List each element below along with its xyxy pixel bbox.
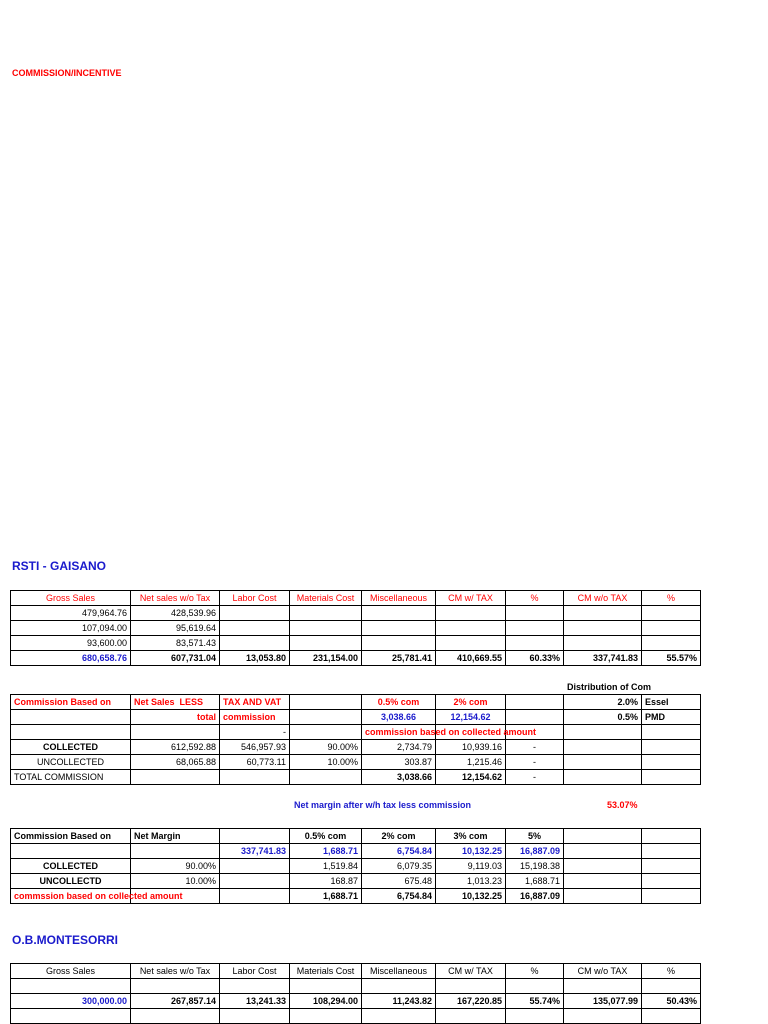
cell — [506, 621, 564, 636]
cell: 68,065.88 — [131, 755, 220, 770]
cell — [131, 979, 220, 994]
header-labor-cost: Labor Cost — [220, 591, 290, 606]
cell: 12,154.62 — [436, 770, 506, 785]
total-percent-2: 55.57% — [642, 651, 701, 666]
total-miscellaneous: 25,781.41 — [362, 651, 436, 666]
cell — [564, 979, 642, 994]
table-row — [11, 710, 701, 725]
cell: 93,600.00 — [11, 636, 131, 651]
cell — [362, 979, 436, 994]
table-row — [11, 695, 701, 710]
cell — [220, 979, 290, 994]
distribution-pct-pmd: 0.5% — [564, 710, 642, 725]
cell — [564, 770, 642, 785]
header-cm-with-tax: CM w/ TAX — [436, 964, 506, 979]
cell — [642, 636, 701, 651]
cell: 10.00% — [290, 755, 362, 770]
header-labor-cost: Labor Cost — [220, 964, 290, 979]
table-row — [11, 874, 701, 889]
cell: 16,887.09 — [506, 844, 564, 859]
total-cm-without-tax: 337,741.83 — [564, 651, 642, 666]
section-title-rsti: RSTI - GAISANO — [12, 559, 107, 573]
total-net-sales: 607,731.04 — [131, 651, 220, 666]
cell: 675.48 — [362, 874, 436, 889]
cell: - — [506, 740, 564, 755]
cell — [220, 874, 290, 889]
cell — [131, 844, 220, 859]
cell — [506, 710, 564, 725]
header-percent-2: % — [642, 591, 701, 606]
cell — [642, 606, 701, 621]
cell — [564, 621, 642, 636]
commission-net-margin-table — [10, 828, 701, 904]
row-label: COLLECTED — [11, 859, 131, 874]
montesorri-summary-table — [10, 963, 701, 1024]
header-percent: % — [506, 964, 564, 979]
total-labor-cost: 13,241.33 — [220, 994, 290, 1009]
table-row — [11, 979, 701, 994]
cell — [131, 725, 220, 740]
net-margin-note: Net margin after w/h tax less commission — [294, 800, 472, 810]
cell — [11, 979, 131, 994]
cell — [290, 1009, 362, 1024]
table-row — [11, 770, 701, 785]
total-labor-cost: 13,053.80 — [220, 651, 290, 666]
cell — [642, 725, 701, 740]
cell — [436, 979, 506, 994]
table-row — [11, 606, 701, 621]
cell — [564, 725, 642, 740]
tax-and-vat-label: TAX AND VAT — [220, 695, 290, 710]
cell: 612,592.88 — [131, 740, 220, 755]
rsti-summary-table — [10, 590, 701, 666]
distribution-label: Distribution of Com — [567, 682, 651, 692]
total-label: commssion based on collected amount — [14, 891, 183, 901]
section-title-montesorri: O.B.MONTESORRI — [12, 933, 119, 947]
table-header-row — [11, 964, 701, 979]
table-row — [11, 740, 701, 755]
table-row — [11, 755, 701, 770]
cell — [436, 606, 506, 621]
header-net-sales: Net sales w/o Tax — [131, 591, 220, 606]
total-row — [11, 889, 701, 904]
table-header-row — [11, 829, 701, 844]
cell — [362, 621, 436, 636]
cell — [564, 829, 642, 844]
cell: 1,688.71 — [290, 844, 362, 859]
table-row — [11, 844, 701, 859]
cell: 168.87 — [290, 874, 362, 889]
total-05-com: 3,038.66 — [362, 710, 436, 725]
cell — [11, 710, 131, 725]
cell — [506, 1009, 564, 1024]
header-05-com: 0.5% com — [362, 695, 436, 710]
cell — [642, 829, 701, 844]
header-gross-sales: Gross Sales — [11, 591, 131, 606]
table-row — [11, 725, 701, 740]
cell — [642, 621, 701, 636]
total-miscellaneous: 11,243.82 — [362, 994, 436, 1009]
total-label: total — [131, 710, 220, 725]
cell — [642, 844, 701, 859]
cell: 303.87 — [362, 755, 436, 770]
commission-label: commission — [220, 710, 290, 725]
cell — [506, 606, 564, 621]
row-label: COLLECTED — [11, 740, 131, 755]
cell: 6,079.35 — [362, 859, 436, 874]
header-percent: % — [506, 591, 564, 606]
cell — [290, 695, 362, 710]
net-margin-value: 53.07% — [607, 800, 638, 810]
header-materials-cost: Materials Cost — [290, 591, 362, 606]
cell — [642, 874, 701, 889]
cell: 2,734.79 — [362, 740, 436, 755]
distribution-name-pmd: PMD — [642, 710, 701, 725]
cell — [564, 844, 642, 859]
row-label: TOTAL COMMISSION — [11, 770, 131, 785]
header-percent-2: % — [642, 964, 701, 979]
cell — [290, 979, 362, 994]
cell — [220, 889, 290, 904]
cell — [290, 636, 362, 651]
cell — [131, 1009, 220, 1024]
cell — [506, 636, 564, 651]
total-cm-with-tax: 410,669.55 — [436, 651, 506, 666]
header-3-com: 3% com — [436, 829, 506, 844]
cell: 15,198.38 — [506, 859, 564, 874]
cell — [642, 859, 701, 874]
cell: 546,957.93 — [220, 740, 290, 755]
total-gross-sales: 680,658.76 — [11, 651, 131, 666]
cell: 6,754.84 — [362, 844, 436, 859]
header-cm-with-tax: CM w/ TAX — [436, 591, 506, 606]
total-label-cell — [11, 889, 183, 904]
table-row — [11, 859, 701, 874]
table-row — [11, 1009, 701, 1024]
cell — [220, 606, 290, 621]
cell — [220, 1009, 290, 1024]
total-2-com: 12,154.62 — [436, 710, 506, 725]
table-header-row — [11, 591, 701, 606]
cell — [506, 979, 564, 994]
cell — [564, 859, 642, 874]
total-net-sales: 267,857.14 — [131, 994, 220, 1009]
cell: 1,013.23 — [436, 874, 506, 889]
commission-based-label: Commission Based on — [11, 829, 131, 844]
net-margin-label: Net Margin — [131, 829, 220, 844]
header-5: 5% — [506, 829, 564, 844]
header-miscellaneous: Miscellaneous — [362, 591, 436, 606]
header-2-com: 2% com — [362, 829, 436, 844]
cell: 10,939.16 — [436, 740, 506, 755]
cell: 95,619.64 — [131, 621, 220, 636]
cell: 83,571.43 — [131, 636, 220, 651]
cell — [564, 889, 642, 904]
cell — [564, 1009, 642, 1024]
cell — [220, 636, 290, 651]
header-miscellaneous: Miscellaneous — [362, 964, 436, 979]
distribution-name-essel: Essel — [642, 695, 701, 710]
cell — [220, 829, 290, 844]
base-amount: 337,741.83 — [220, 844, 290, 859]
commission-net-sales-table — [10, 694, 701, 785]
cell: 479,964.76 — [11, 606, 131, 621]
collected-note-cell — [362, 725, 537, 740]
header-gross-sales: Gross Sales — [11, 964, 131, 979]
cell — [220, 859, 290, 874]
total-cm-without-tax: 135,077.99 — [564, 994, 642, 1009]
net-sales-label: Net Sales LESS — [131, 695, 220, 710]
cell: 9,119.03 — [436, 859, 506, 874]
total-materials-cost: 108,294.00 — [290, 994, 362, 1009]
cell: 1,519.84 — [290, 859, 362, 874]
cell — [290, 606, 362, 621]
cell: 1,688.71 — [290, 889, 362, 904]
cell — [564, 636, 642, 651]
cell: 10,132.25 — [436, 844, 506, 859]
cell: 60,773.11 — [220, 755, 290, 770]
cell — [564, 606, 642, 621]
header-net-sales: Net sales w/o Tax — [131, 964, 220, 979]
header-cm-without-tax: CM w/o TAX — [564, 591, 642, 606]
header-05-com: 0.5% com — [290, 829, 362, 844]
cell — [362, 636, 436, 651]
cell — [436, 621, 506, 636]
cell: 16,887.09 — [506, 889, 564, 904]
cell — [290, 770, 362, 785]
cell: 6,754.84 — [362, 889, 436, 904]
cell — [362, 606, 436, 621]
cell — [564, 740, 642, 755]
cell — [290, 725, 362, 740]
cell: 10,132.25 — [436, 889, 506, 904]
total-percent-2: 50.43% — [642, 994, 701, 1009]
cell — [642, 755, 701, 770]
cell: 428,539.96 — [131, 606, 220, 621]
cell — [436, 636, 506, 651]
total-cm-with-tax: 167,220.85 — [436, 994, 506, 1009]
total-percent: 60.33% — [506, 651, 564, 666]
cell: 90.00% — [131, 859, 220, 874]
cell — [11, 1009, 131, 1024]
table-row — [11, 621, 701, 636]
cell — [436, 1009, 506, 1024]
total-gross-sales: 300,000.00 — [11, 994, 131, 1009]
cell — [220, 621, 290, 636]
cell: 90.00% — [290, 740, 362, 755]
total-row — [11, 651, 701, 666]
cell — [564, 755, 642, 770]
cell — [220, 770, 290, 785]
total-materials-cost: 231,154.00 — [290, 651, 362, 666]
cell — [642, 979, 701, 994]
cell: 1,688.71 — [506, 874, 564, 889]
row-label: UNCOLLECTED — [11, 755, 131, 770]
collected-note: commission based on collected amount — [365, 727, 537, 737]
cell — [642, 889, 701, 904]
total-percent: 55.74% — [506, 994, 564, 1009]
header-materials-cost: Materials Cost — [290, 964, 362, 979]
cell — [131, 770, 220, 785]
commission-based-label: Commission Based on — [11, 695, 131, 710]
cell — [362, 1009, 436, 1024]
cell: - — [506, 755, 564, 770]
cell: 3,038.66 — [362, 770, 436, 785]
cell — [11, 844, 131, 859]
cell: - — [506, 770, 564, 785]
cell: 10.00% — [131, 874, 220, 889]
header-2-com: 2% com — [436, 695, 506, 710]
cell: 1,215.46 — [436, 755, 506, 770]
cell — [564, 874, 642, 889]
dash-cell: - — [220, 725, 290, 740]
row-label: UNCOLLECTD — [11, 874, 131, 889]
cell — [290, 710, 362, 725]
cell — [290, 621, 362, 636]
distribution-pct-essel: 2.0% — [564, 695, 642, 710]
cell — [642, 740, 701, 755]
total-row — [11, 994, 701, 1009]
cell — [642, 1009, 701, 1024]
cell — [11, 725, 131, 740]
cell: 107,094.00 — [11, 621, 131, 636]
header-cm-without-tax: CM w/o TAX — [564, 964, 642, 979]
document-title: COMMISSION/INCENTIVE — [12, 68, 122, 78]
table-row — [11, 636, 701, 651]
cell — [506, 695, 564, 710]
cell — [642, 770, 701, 785]
